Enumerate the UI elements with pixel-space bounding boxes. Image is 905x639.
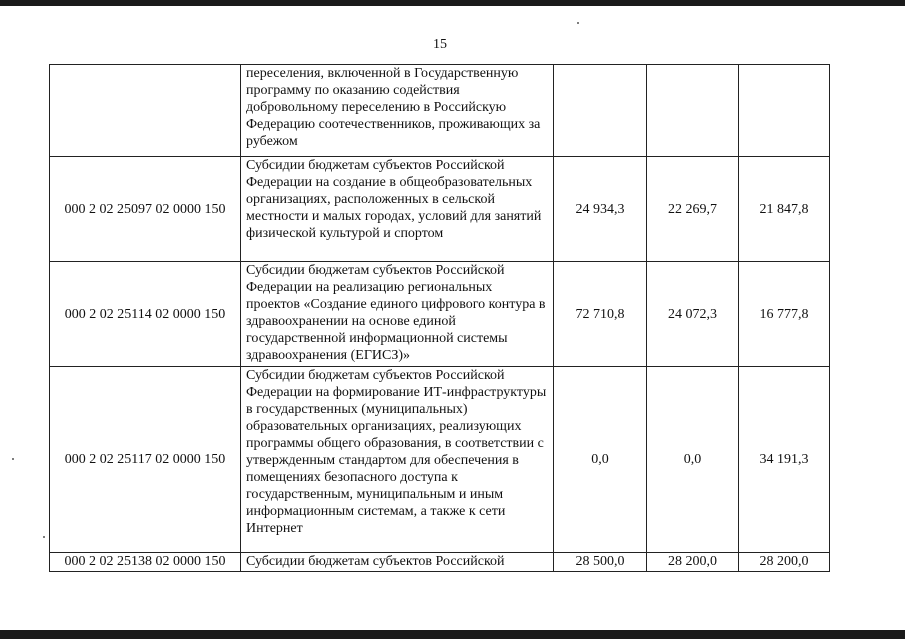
- scan-speck: [12, 458, 14, 460]
- amount-year1-cell: 28 500,0: [554, 553, 647, 572]
- budget-code-cell: 000 2 02 25117 02 0000 150: [50, 367, 241, 553]
- amount-year1-cell: 0,0: [554, 367, 647, 553]
- amount-year1-cell: [554, 65, 647, 157]
- description-cell: Субсидии бюджетам субъектов Российской Федерации на формирование ИТ-инфраструктуры в государственных (муниципальных) образовательных организациях, реализующих программы общего образования, в соответствии с утвержденным стандартом для обеспечения в помещениях безопасного доступа к государственным, муниципальным и иным информационным системам, а также к сети Интернет: [241, 367, 554, 553]
- description-cell: Субсидии бюджетам субъектов Российской Федерации на реализацию региональных проектов «Создание единого цифрового контура в здравоохранении на основе единой государственной информационной системы здравоохранения (ЕГИСЗ)»: [241, 262, 554, 367]
- amount-year2-cell: 28 200,0: [647, 553, 739, 572]
- amount-year1-cell: 24 934,3: [554, 157, 647, 262]
- table-row: [50, 157, 830, 262]
- table-row: [50, 65, 830, 157]
- budget-code-cell: 000 2 02 25138 02 0000 150: [50, 553, 241, 572]
- scan-speck: [577, 22, 579, 24]
- description-cell: Субсидии бюджетам субъектов Российской Федерации на создание в общеобразовательных организациях, расположенных в сельской местности и малых городах, условий для занятий физической культурой и спортом: [241, 157, 554, 262]
- amount-year3-cell: 28 200,0: [739, 553, 830, 572]
- amount-year3-cell: 21 847,8: [739, 157, 830, 262]
- table-row: [50, 262, 830, 367]
- budget-table: [49, 64, 830, 572]
- amount-year3-cell: [739, 65, 830, 157]
- scan-border-top: [0, 0, 905, 6]
- amount-year2-cell: [647, 65, 739, 157]
- amount-year2-cell: 22 269,7: [647, 157, 739, 262]
- amount-year2-cell: 24 072,3: [647, 262, 739, 367]
- amount-year1-cell: 72 710,8: [554, 262, 647, 367]
- amount-year3-cell: 16 777,8: [739, 262, 830, 367]
- budget-code-cell: 000 2 02 25097 02 0000 150: [50, 157, 241, 262]
- scan-speck: [43, 536, 45, 538]
- table-row: [50, 367, 830, 553]
- table-row: [50, 553, 830, 572]
- amount-year3-cell: 34 191,3: [739, 367, 830, 553]
- description-cell: Субсидии бюджетам субъектов Российской: [241, 553, 554, 572]
- budget-code-cell: 000 2 02 25114 02 0000 150: [50, 262, 241, 367]
- page-number: 15: [433, 37, 447, 52]
- amount-year2-cell: 0,0: [647, 367, 739, 553]
- description-cell: переселения, включенной в Государственную программу по оказанию содействия добровольному переселению в Российскую Федерацию соотечественников, проживающих за рубежом: [241, 65, 554, 157]
- scan-border-bottom: [0, 630, 905, 639]
- budget-code-cell: [50, 65, 241, 157]
